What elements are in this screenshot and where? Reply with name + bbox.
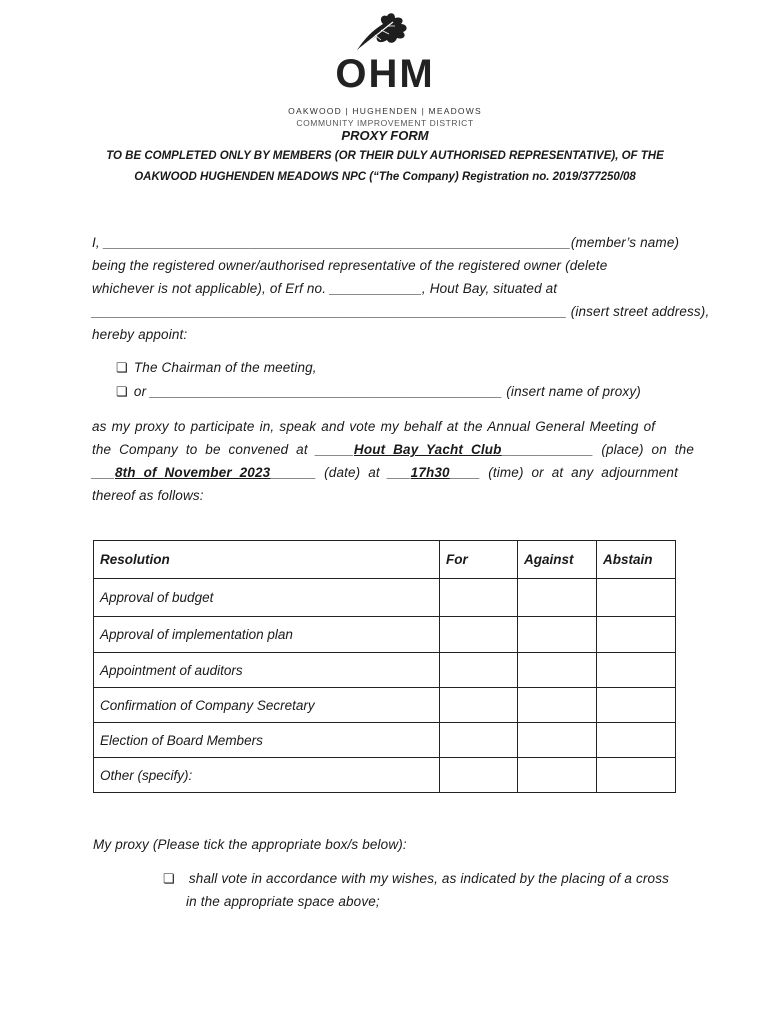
resolution-name: Approval of implementation plan <box>94 617 440 653</box>
logo-tagline: COMMUNITY IMPROVEMENT DISTRICT <box>296 118 474 128</box>
header-against: Against <box>518 541 597 579</box>
para-text: ______ (date) at ___ <box>270 465 411 480</box>
table-row <box>94 579 676 617</box>
abstain-cell[interactable] <box>597 579 676 617</box>
page-title: PROXY FORM <box>341 128 429 143</box>
subtitle-line-1: TO BE COMPLETED ONLY BY MEMBERS (OR THEIR DULY AUTHORISED REPRESENTATIVE), OF THE <box>106 150 664 162</box>
logo-wordmark: OHM <box>335 52 435 96</box>
resolution-name: Approval of budget <box>94 579 440 617</box>
option-other-proxy <box>116 384 641 400</box>
venue-value: Hout Bay Yacht Club <box>353 442 502 457</box>
for-cell[interactable] <box>440 723 518 758</box>
against-cell[interactable] <box>518 653 597 688</box>
for-cell[interactable] <box>440 653 518 688</box>
resolution-name: Other (specify): <box>94 758 440 793</box>
oak-leaf-icon <box>345 10 425 54</box>
table-row <box>94 617 676 653</box>
checkbox[interactable]: ❏ <box>163 871 175 886</box>
appoint-line: hereby appoint: <box>92 327 188 342</box>
para-line-4: thereof as follows: <box>92 488 204 503</box>
header-resolution: Resolution <box>94 541 440 579</box>
para-line-2 <box>92 442 694 457</box>
table-row <box>94 758 676 793</box>
for-cell[interactable] <box>440 579 518 617</box>
proxy-instructions: My proxy (Please tick the appropriate box/s below): <box>93 837 407 852</box>
erf-line: whichever is not applicable), of Erf no. ____________, Hout Bay, situated at <box>92 281 558 296</box>
time-value: 17h30 <box>410 465 450 480</box>
resolution-name: Confirmation of Company Secretary <box>94 688 440 723</box>
subtitle-line-2: OAKWOOD HUGHENDEN MEADOWS NPC (“The Company) Registration no. 2019/377250/08 <box>134 171 636 183</box>
member-name-line: I, _____________________________________________________________(member’s name) <box>92 235 680 250</box>
resolution-name: Election of Board Members <box>94 723 440 758</box>
table-header-row <box>94 541 676 579</box>
date-value: 8th of November 2023 <box>114 465 271 480</box>
abstain-cell[interactable] <box>597 653 676 688</box>
table-row <box>94 653 676 688</box>
table-row <box>94 688 676 723</box>
resolution-table <box>93 540 676 793</box>
abstain-cell[interactable] <box>597 617 676 653</box>
proxy-option-vote-label: shall vote in accordance with my wishes, as indicated by the placing of a cross <box>188 871 669 886</box>
table-row <box>94 723 676 758</box>
para-text: ___ <box>92 465 115 480</box>
against-cell[interactable] <box>518 617 597 653</box>
checkbox[interactable]: ❏ <box>116 360 128 375</box>
for-cell[interactable] <box>440 617 518 653</box>
against-cell[interactable] <box>518 758 597 793</box>
against-cell[interactable] <box>518 723 597 758</box>
checkbox[interactable]: ❏ <box>116 384 128 399</box>
abstain-cell[interactable] <box>597 688 676 723</box>
resolution-name: Appointment of auditors <box>94 653 440 688</box>
logo-subtitle: OAKWOOD | HUGHENDEN | MEADOWS <box>288 106 482 116</box>
street-address-line: ______________________________________________________________ (insert street address), <box>92 304 710 319</box>
for-cell[interactable] <box>440 758 518 793</box>
option-other-label: or ______________________________________________ (insert name of proxy) <box>133 384 641 399</box>
header-abstain: Abstain <box>597 541 676 579</box>
abstain-cell[interactable] <box>597 758 676 793</box>
option-chairman <box>116 360 317 376</box>
against-cell[interactable] <box>518 688 597 723</box>
against-cell[interactable] <box>518 579 597 617</box>
logo <box>0 10 770 128</box>
proxy-option-vote <box>163 871 669 887</box>
option-chairman-label: The Chairman of the meeting, <box>133 360 317 375</box>
para-text: ____ (time) or at any adjournment <box>449 465 678 480</box>
owner-line: being the registered owner/authorised representative of the registered owner (delete <box>92 258 608 273</box>
header-for: For <box>440 541 518 579</box>
abstain-cell[interactable] <box>597 723 676 758</box>
para-line-1: as my proxy to participate in, speak and vote my behalf at the Annual General Meeting of <box>92 419 656 434</box>
proxy-option-vote-cont: in the appropriate space above; <box>186 894 380 909</box>
for-cell[interactable] <box>440 688 518 723</box>
para-text: the Company to be convened at _____ <box>92 442 354 457</box>
para-line-3 <box>92 465 678 480</box>
para-text: ____________ (place) on the <box>501 442 694 457</box>
